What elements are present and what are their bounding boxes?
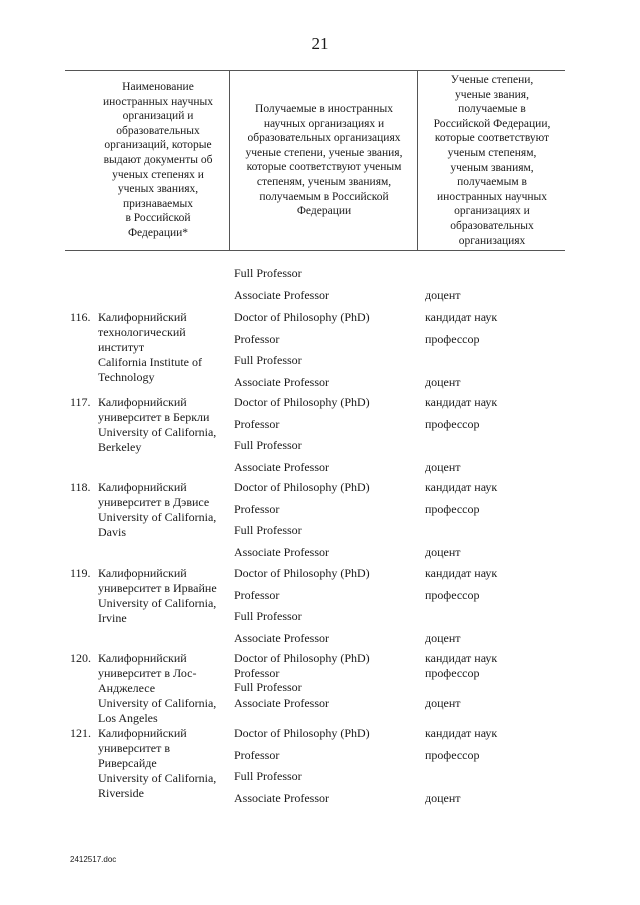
degree-cell: Doctor of Philosophy (PhD) xyxy=(234,310,370,324)
equivalent-cell: кандидат наук xyxy=(425,566,498,580)
equivalent-cell: кандидат наук xyxy=(425,651,498,665)
header-line: Наименование xyxy=(122,81,194,93)
header-line: образовательных xyxy=(116,124,200,137)
header-line: степеням, ученым званиям, xyxy=(256,175,392,188)
equivalent-cell: профессор xyxy=(425,588,480,602)
header-line: которые соответствуют xyxy=(434,132,550,145)
degree-cell: Full Professor xyxy=(234,523,302,537)
degree-cell: Doctor of Philosophy (PhD) xyxy=(234,395,370,409)
header-bottom-rule xyxy=(65,250,565,251)
degree-cell: Associate Professor xyxy=(234,696,329,710)
equivalent-cell: доцент xyxy=(425,375,461,389)
institution-name-line: университет в Ирвайне xyxy=(98,581,217,595)
degree-cell: Professor xyxy=(234,332,280,346)
header-line: организациях xyxy=(458,234,526,247)
institution-name-line: University of California, xyxy=(98,696,217,710)
header-line: получаемым в xyxy=(457,176,527,189)
equivalent-cell: доцент xyxy=(425,696,461,710)
institution-name-line: Калифорнийский xyxy=(98,566,187,580)
row-number: 121. xyxy=(70,726,91,740)
degree-cell: Professor xyxy=(234,417,280,431)
degree-cell: Full Professor xyxy=(234,266,302,280)
header-line: ученых званиях, xyxy=(117,183,199,196)
header-line: Российской Федерации, xyxy=(433,117,551,130)
header-line: выдают документы об xyxy=(103,153,213,166)
institution-name-line: Irvine xyxy=(98,611,127,625)
degree-cell: Associate Professor xyxy=(234,631,329,645)
degree-cell: Full Professor xyxy=(234,769,302,783)
degree-cell: Full Professor xyxy=(234,353,302,367)
institution-name-line: Анджелесе xyxy=(98,681,156,695)
degree-cell: Full Professor xyxy=(234,680,302,694)
header-line: Федерации* xyxy=(127,226,189,239)
degree-cell: Associate Professor xyxy=(234,791,329,805)
page-number: 21 xyxy=(311,34,329,53)
header-institution-name xyxy=(88,80,228,241)
header-line: ученым степеням, xyxy=(447,146,537,159)
institution-name-line: Калифорнийский xyxy=(98,726,187,740)
institution-name-line: California Institute of xyxy=(98,355,202,369)
equivalent-cell: профессор xyxy=(425,666,480,680)
header-line: научных организациях и xyxy=(263,117,385,130)
degree-cell: Associate Professor xyxy=(234,545,329,559)
header-line: ученые степени, ученые звания, xyxy=(245,146,403,159)
degree-cell: Full Professor xyxy=(234,609,302,623)
header-line: ученым званиям, xyxy=(450,161,534,174)
institution-name-line: Калифорнийский xyxy=(98,395,187,409)
equivalent-cell: кандидат наук xyxy=(425,395,498,409)
institution-name-line: Риверсайде xyxy=(98,756,157,770)
header-line: организациях и xyxy=(454,205,530,218)
equivalent-cell: доцент xyxy=(425,288,461,302)
row-number: 118. xyxy=(70,480,91,494)
header-line: образовательных xyxy=(450,219,534,232)
column-divider-1 xyxy=(229,70,230,250)
equivalent-cell: профессор xyxy=(425,332,480,346)
degree-cell: Associate Professor xyxy=(234,460,329,474)
institution-name-line: университет в Беркли xyxy=(98,410,210,424)
institution-name-line: институт xyxy=(98,340,145,354)
institution-name-line: Berkeley xyxy=(98,440,142,454)
row-number: 120. xyxy=(70,651,91,665)
institution-name-line: Los Angeles xyxy=(98,711,158,725)
equivalent-cell: профессор xyxy=(425,502,480,516)
header-foreign-degrees xyxy=(231,102,417,219)
row-number: 117. xyxy=(70,395,91,409)
header-line: получаемым в Российской xyxy=(259,190,389,203)
equivalent-cell: кандидат наук xyxy=(425,726,498,740)
institution-name-line: University of California, xyxy=(98,596,217,610)
header-line: организаций и xyxy=(122,110,194,123)
equivalent-cell: кандидат наук xyxy=(425,310,498,324)
institution-name-line: технологический xyxy=(98,325,186,339)
degree-cell: Associate Professor xyxy=(234,288,329,302)
header-line: Федерации xyxy=(296,205,352,218)
institution-name-line: Калифорнийский xyxy=(98,310,187,324)
degree-cell: Doctor of Philosophy (PhD) xyxy=(234,726,370,740)
footer-filename: 2412517.doc xyxy=(70,855,117,864)
table-top-rule xyxy=(65,70,565,71)
header-line: ученых степенях и xyxy=(112,168,204,181)
header-line: получаемые в xyxy=(458,103,526,116)
header-russian-equivalents xyxy=(419,73,565,248)
column-divider-2 xyxy=(417,70,418,250)
equivalent-cell: доцент xyxy=(425,791,461,805)
degree-cell: Professor xyxy=(234,748,280,762)
header-line: иностранных научных xyxy=(103,95,213,108)
degree-cell: Full Professor xyxy=(234,438,302,452)
institution-name-line: университет в Дэвисе xyxy=(98,495,210,509)
institution-name-line: Калифорнийский xyxy=(98,480,187,494)
institution-name-line: университет в Лос- xyxy=(98,666,197,680)
institution-name-line: University of California, xyxy=(98,771,217,785)
institution-name-line: University of California, xyxy=(98,425,217,439)
row-number: 116. xyxy=(70,310,91,324)
degree-cell: Doctor of Philosophy (PhD) xyxy=(234,566,370,580)
degree-cell: Doctor of Philosophy (PhD) xyxy=(234,651,370,665)
header-line: Получаемые в иностранных xyxy=(255,103,393,115)
header-line: организаций, которые xyxy=(104,139,212,152)
header-line: ученые звания, xyxy=(455,88,529,101)
equivalent-cell: доцент xyxy=(425,460,461,474)
institution-name-line: University of California, xyxy=(98,510,217,524)
equivalent-cell: доцент xyxy=(425,545,461,559)
header-line: образовательных организациях xyxy=(247,132,401,145)
header-line: Ученые степени, xyxy=(450,74,534,86)
equivalent-cell: кандидат наук xyxy=(425,480,498,494)
institution-name-line: Davis xyxy=(98,525,126,539)
header-line: которые соответствуют ученым xyxy=(246,161,402,174)
institution-name-line: университет в xyxy=(98,741,170,755)
equivalent-cell: профессор xyxy=(425,417,480,431)
institution-name-line: Riverside xyxy=(98,786,144,800)
header-line: признаваемых xyxy=(122,197,194,210)
degree-cell: Doctor of Philosophy (PhD) xyxy=(234,480,370,494)
equivalent-cell: доцент xyxy=(425,631,461,645)
institution-name-line: Technology xyxy=(98,370,155,384)
institution-name-line: Калифорнийский xyxy=(98,651,187,665)
degree-cell: Professor xyxy=(234,666,280,680)
row-number: 119. xyxy=(70,566,91,580)
degree-cell: Associate Professor xyxy=(234,375,329,389)
equivalent-cell: профессор xyxy=(425,748,480,762)
header-line: в Российской xyxy=(125,212,191,225)
degree-cell: Professor xyxy=(234,588,280,602)
header-line: иностранных научных xyxy=(437,190,547,203)
degree-cell: Professor xyxy=(234,502,280,516)
